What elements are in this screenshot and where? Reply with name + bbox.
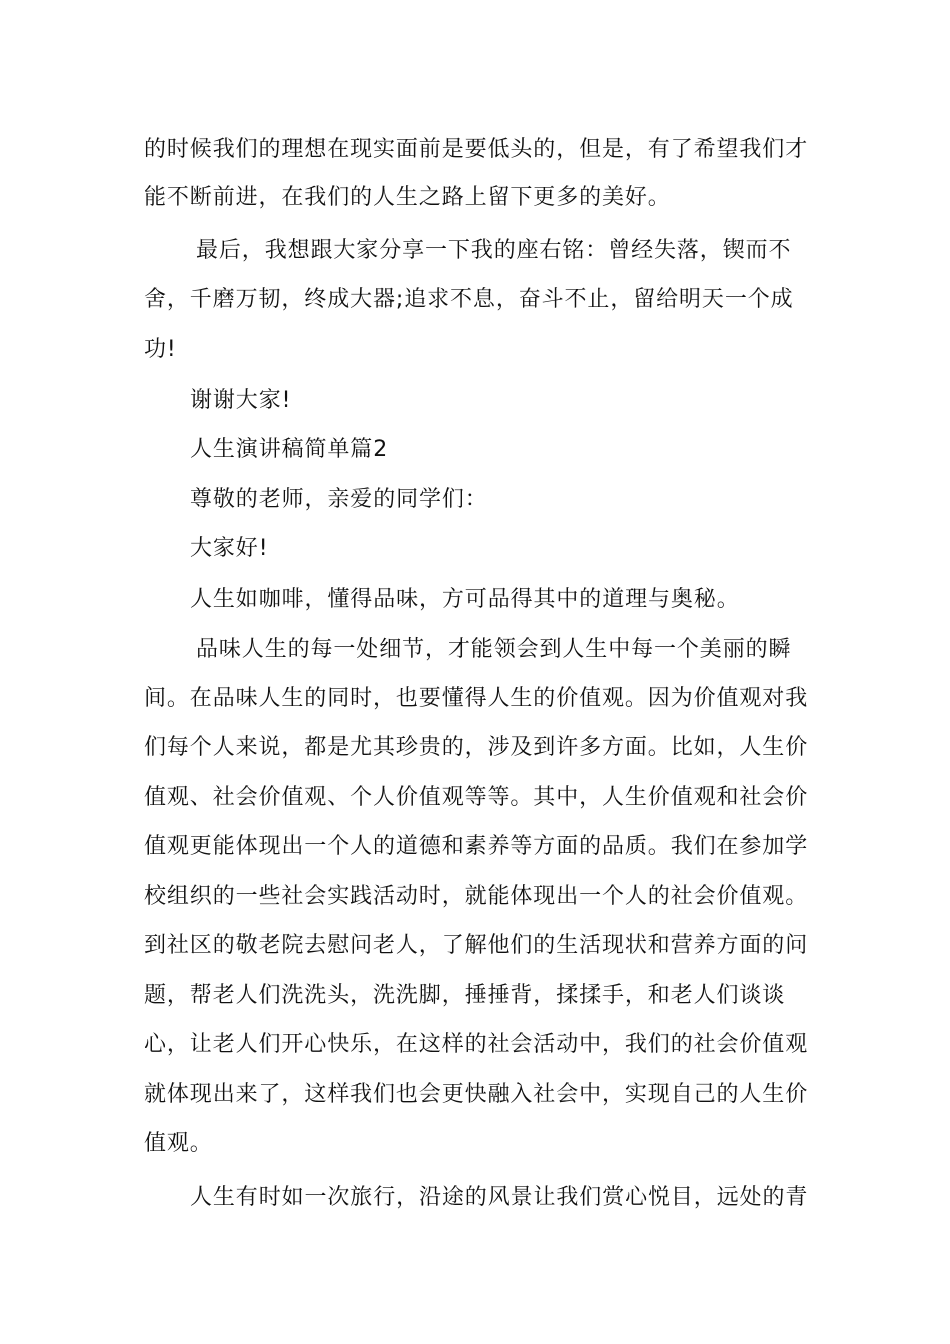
text-line: 间。在品味人生的同时，也要懂得人生的价值观。因为价值观对我 — [144, 686, 809, 711]
text-line: 值观更能体现出一个人的道德和素养等方面的品质。我们在参加学 — [144, 834, 809, 859]
text-line: 尊敬的老师，亲爱的同学们： — [190, 487, 488, 512]
text-line: 谢谢大家! — [190, 388, 292, 413]
text-line: 人生有时如一次旅行，沿途的风景让我们赏心悦目，远处的青 — [190, 1185, 809, 1210]
text-line: 校组织的一些社会实践活动时，就能体现出一个人的社会价值观。 — [144, 884, 809, 909]
text-line: 题，帮老人们洗洗头，洗洗脚，捶捶背，揉揉手，和老人们谈谈 — [144, 983, 786, 1008]
text-line: 舍，千磨万韧，终成大器;追求不息，奋斗不止，留给明天一个成 — [144, 287, 794, 312]
text-line: 值观。 — [144, 1131, 213, 1156]
text-line: 的时候我们的理想在现实面前是要低头的，但是，有了希望我们才 — [144, 137, 809, 162]
text-line: 心，让老人们开心快乐，在这样的社会活动中，我们的社会价值观 — [144, 1032, 809, 1057]
text-line: 值观、社会价值观、个人价值观等等。其中，人生价值观和社会价 — [144, 785, 809, 810]
text-line: 能不断前进，在我们的人生之路上留下更多的美好。 — [144, 185, 671, 210]
text-line: 最后，我想跟大家分享一下我的座右铭：曾经失落，锲而不 — [196, 238, 792, 263]
text-line: 品味人生的每一处细节，才能领会到人生中每一个美丽的瞬 — [196, 637, 792, 662]
text-line: 就体现出来了，这样我们也会更快融入社会中，实现自己的人生价 — [144, 1082, 809, 1107]
section-heading: 人生演讲稿简单篇2 — [190, 437, 389, 462]
text-line: 们每个人来说，都是尤其珍贵的，涉及到许多方面。比如，人生价 — [144, 735, 809, 760]
text-line: 大家好! — [190, 536, 269, 561]
text-line: 功! — [144, 337, 177, 362]
text-line: 到社区的敬老院去慰问老人，了解他们的生活现状和营养方面的问 — [144, 933, 809, 958]
text-line: 人生如咖啡，懂得品味，方可品得其中的道理与奥秘。 — [190, 587, 740, 612]
